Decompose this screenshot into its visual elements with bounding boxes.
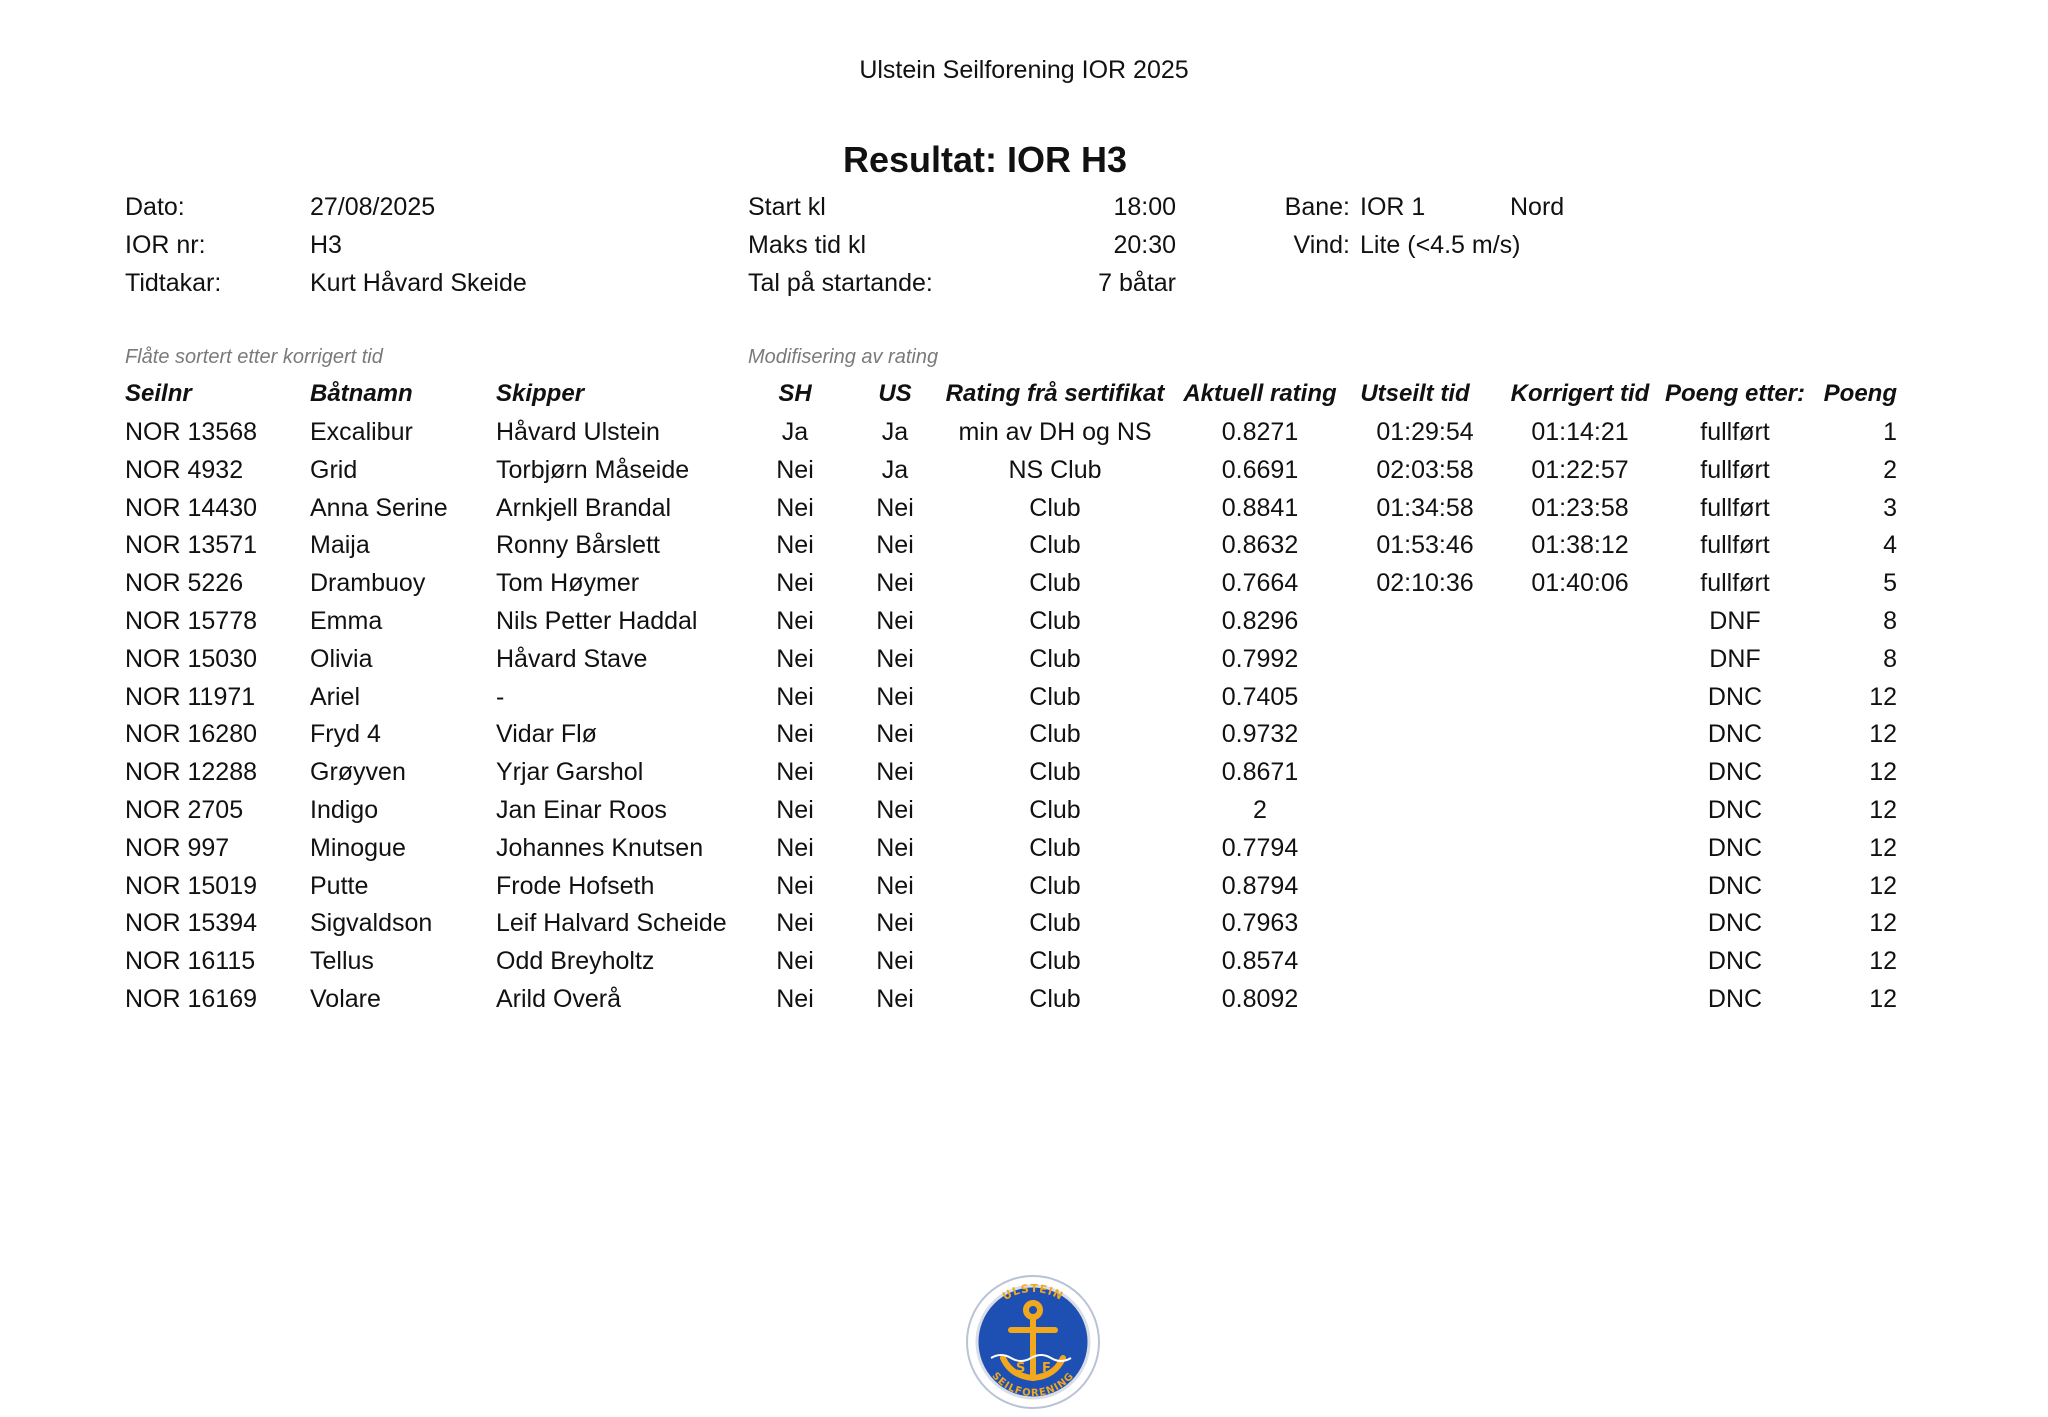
cell-sh: Nei	[776, 985, 814, 1013]
cell-sh: Nei	[776, 683, 814, 711]
cell-seilnr: NOR 997	[125, 834, 230, 862]
cell-us: Nei	[876, 834, 914, 862]
cell-us: Nei	[876, 796, 914, 824]
cell-seilnr: NOR 15394	[125, 909, 258, 937]
cell-skipper: Arild Overå	[496, 985, 622, 1013]
cell-sh: Nei	[776, 607, 814, 635]
col-poeng: Poeng	[1823, 380, 1897, 407]
cell-seilnr: NOR 15019	[125, 872, 258, 900]
cell-batnamn: Drambuoy	[310, 569, 426, 597]
cell-batnamn: Grid	[310, 456, 358, 484]
cell-us: Nei	[876, 683, 914, 711]
cell-us: Nei	[876, 607, 914, 635]
cell-aktuell-rating: 0.8671	[1221, 758, 1299, 786]
vind-label: Vind:	[1293, 231, 1350, 259]
cell-poeng-etter: DNC	[1707, 834, 1763, 862]
cell-seilnr: NOR 4932	[125, 456, 244, 484]
cell-poeng-etter: DNF	[1709, 645, 1761, 673]
cell-us: Nei	[876, 985, 914, 1013]
cell-skipper: Leif Halvard Scheide	[496, 909, 727, 937]
cell-seilnr: NOR 2705	[125, 796, 244, 824]
start-label: Start kl	[748, 193, 826, 221]
dato-value: 27/08/2025	[310, 193, 436, 221]
tidtakar-label: Tidtakar:	[125, 269, 222, 297]
cell-rating-sertifikat: Club	[1029, 985, 1081, 1013]
maks-label: Maks tid kl	[748, 231, 867, 259]
cell-rating-sertifikat: Club	[1029, 834, 1081, 862]
cell-rating-sertifikat: Club	[1029, 947, 1081, 975]
cell-rating-sertifikat: min av DH og NS	[958, 418, 1152, 446]
cell-us: Nei	[876, 872, 914, 900]
cell-poeng: 1	[1883, 418, 1897, 446]
cell-poeng: 12	[1869, 683, 1897, 711]
cell-korrigert-tid: 01:22:57	[1531, 456, 1629, 484]
cell-korrigert-tid: 01:38:12	[1531, 531, 1629, 559]
ulstein-seilforening-logo	[963, 1272, 1103, 1412]
cell-batnamn: Excalibur	[310, 418, 413, 446]
cell-skipper: -	[496, 683, 505, 711]
cell-poeng-etter: fullført	[1700, 531, 1770, 559]
cell-us: Nei	[876, 494, 914, 522]
cell-skipper: Frode Hofseth	[496, 872, 655, 900]
svg-text:ULSTEIN: ULSTEIN	[1000, 1281, 1066, 1303]
maks-value: 20:30	[1113, 231, 1176, 259]
cell-aktuell-rating: 2	[1253, 796, 1267, 824]
cell-sh: Nei	[776, 909, 814, 937]
bane-direction: Nord	[1510, 193, 1565, 221]
cell-aktuell-rating: 0.7794	[1221, 834, 1299, 862]
startande-label: Tal på startande:	[748, 269, 933, 297]
cell-rating-sertifikat: Club	[1029, 720, 1081, 748]
cell-batnamn: Putte	[310, 872, 369, 900]
cell-aktuell-rating: 0.8296	[1221, 607, 1299, 635]
cell-us: Nei	[876, 909, 914, 937]
cell-batnamn: Grøyven	[310, 758, 406, 786]
cell-rating-sertifikat: Club	[1029, 494, 1081, 522]
cell-poeng: 12	[1869, 985, 1897, 1013]
cell-skipper: Ronny Bårslett	[496, 531, 660, 559]
cell-aktuell-rating: 0.7664	[1221, 569, 1299, 597]
cell-skipper: Nils Petter Haddal	[496, 607, 698, 635]
cell-batnamn: Anna Serine	[310, 494, 448, 522]
cell-skipper: Vidar Flø	[496, 720, 597, 748]
cell-poeng-etter: DNC	[1707, 947, 1763, 975]
cell-sh: Nei	[776, 645, 814, 673]
cell-poeng: 12	[1869, 720, 1897, 748]
cell-utseilt-tid: 01:34:58	[1376, 494, 1474, 522]
cell-skipper: Yrjar Garshol	[496, 758, 644, 786]
ior-label: IOR nr:	[125, 231, 206, 259]
cell-poeng: 8	[1883, 645, 1897, 673]
cell-poeng: 5	[1883, 569, 1897, 597]
cell-us: Nei	[876, 758, 914, 786]
tidtakar-value: Kurt Håvard Skeide	[310, 269, 527, 297]
cell-aktuell-rating: 0.8574	[1221, 947, 1299, 975]
col-korrigert-tid: Korrigert tid	[1510, 380, 1650, 407]
cell-batnamn: Maija	[310, 531, 370, 559]
dato-label: Dato:	[125, 193, 185, 221]
col-us: US	[878, 380, 912, 407]
cell-utseilt-tid: 01:29:54	[1376, 418, 1474, 446]
cell-poeng-etter: fullført	[1700, 418, 1770, 446]
cell-seilnr: NOR 12288	[125, 758, 258, 786]
club-title: Ulstein Seilforening IOR 2025	[859, 56, 1189, 84]
cell-skipper: Johannes Knutsen	[496, 834, 704, 862]
cell-sh: Nei	[776, 796, 814, 824]
cell-skipper: Odd Breyholtz	[496, 947, 655, 975]
cell-seilnr: NOR 16280	[125, 720, 258, 748]
cell-poeng: 2	[1883, 456, 1897, 484]
cell-batnamn: Volare	[310, 985, 381, 1013]
cell-sh: Nei	[776, 758, 814, 786]
cell-utseilt-tid: 02:10:36	[1376, 569, 1474, 597]
cell-korrigert-tid: 01:40:06	[1531, 569, 1629, 597]
cell-sh: Nei	[776, 872, 814, 900]
cell-korrigert-tid: 01:23:58	[1531, 494, 1629, 522]
cell-aktuell-rating: 0.8271	[1221, 418, 1299, 446]
svg-text:SEILFORENING: SEILFORENING	[989, 1370, 1077, 1400]
col-poeng-etter: Poeng etter:	[1664, 380, 1805, 407]
cell-batnamn: Minogue	[310, 834, 406, 862]
cell-seilnr: NOR 11971	[125, 683, 256, 711]
cell-poeng-etter: fullført	[1700, 494, 1770, 522]
cell-poeng-etter: fullført	[1700, 569, 1770, 597]
result-title: Resultat: IOR H3	[842, 139, 1128, 180]
cell-rating-sertifikat: NS Club	[1008, 456, 1102, 484]
cell-skipper: Håvard Stave	[496, 645, 648, 673]
cell-sh: Nei	[776, 834, 814, 862]
cell-poeng: 4	[1883, 531, 1897, 559]
cell-batnamn: Sigvaldson	[310, 909, 433, 937]
cell-us: Nei	[876, 569, 914, 597]
cell-rating-sertifikat: Club	[1029, 607, 1081, 635]
cell-poeng: 12	[1869, 872, 1897, 900]
cell-batnamn: Olivia	[310, 645, 373, 673]
cell-aktuell-rating: 0.6691	[1221, 456, 1299, 484]
cell-us: Nei	[876, 720, 914, 748]
logo-monogram-s: S	[1016, 1361, 1026, 1376]
rating-mod-note: Modifisering av rating	[748, 346, 939, 368]
cell-seilnr: NOR 15030	[125, 645, 258, 673]
col-aktuell-rating: Aktuell rating	[1183, 380, 1337, 407]
cell-rating-sertifikat: Club	[1029, 531, 1081, 559]
cell-batnamn: Indigo	[310, 796, 379, 824]
bane-value: IOR 1	[1360, 193, 1426, 221]
cell-aktuell-rating: 0.8632	[1221, 531, 1299, 559]
cell-aktuell-rating: 0.8841	[1221, 494, 1299, 522]
col-sh: SH	[778, 380, 812, 407]
col-batnamn: Båtnamn	[310, 380, 413, 407]
cell-seilnr: NOR 13571	[125, 531, 258, 559]
cell-us: Nei	[876, 947, 914, 975]
cell-rating-sertifikat: Club	[1029, 758, 1081, 786]
cell-sh: Nei	[776, 494, 814, 522]
cell-aktuell-rating: 0.7992	[1221, 645, 1299, 673]
cell-sh: Nei	[776, 531, 814, 559]
cell-skipper: Arnkjell Brandal	[496, 494, 672, 522]
cell-aktuell-rating: 0.7963	[1221, 909, 1299, 937]
cell-poeng-etter: DNC	[1707, 985, 1763, 1013]
fleet-sort-note: Flåte sortert etter korrigert tid	[125, 346, 383, 368]
cell-rating-sertifikat: Club	[1029, 569, 1081, 597]
cell-sh: Nei	[776, 456, 814, 484]
cell-seilnr: NOR 15778	[125, 607, 258, 635]
cell-poeng-etter: DNC	[1707, 872, 1763, 900]
col-rating-sertifikat: Rating frå sertifikat	[945, 380, 1165, 407]
cell-poeng: 12	[1869, 796, 1897, 824]
cell-sh: Nei	[776, 720, 814, 748]
cell-poeng: 3	[1883, 494, 1897, 522]
col-seilnr: Seilnr	[125, 380, 192, 407]
cell-poeng: 12	[1869, 758, 1897, 786]
cell-rating-sertifikat: Club	[1029, 872, 1081, 900]
cell-poeng-etter: DNC	[1707, 796, 1763, 824]
cell-poeng: 12	[1869, 909, 1897, 937]
cell-poeng: 8	[1883, 607, 1897, 635]
cell-batnamn: Tellus	[310, 947, 374, 975]
cell-aktuell-rating: 0.8092	[1221, 985, 1299, 1013]
cell-batnamn: Fryd 4	[310, 720, 381, 748]
cell-poeng-etter: DNF	[1709, 607, 1761, 635]
cell-poeng-etter: DNC	[1707, 720, 1763, 748]
cell-aktuell-rating: 0.9732	[1221, 720, 1299, 748]
cell-batnamn: Ariel	[310, 683, 361, 711]
cell-us: Ja	[881, 418, 909, 446]
cell-us: Ja	[881, 456, 909, 484]
cell-korrigert-tid: 01:14:21	[1531, 418, 1629, 446]
cell-utseilt-tid: 01:53:46	[1376, 531, 1474, 559]
cell-poeng-etter: DNC	[1707, 683, 1763, 711]
cell-poeng-etter: DNC	[1707, 758, 1763, 786]
cell-poeng-etter: DNC	[1707, 909, 1763, 937]
cell-seilnr: NOR 5226	[125, 569, 244, 597]
cell-poeng: 12	[1869, 947, 1897, 975]
cell-seilnr: NOR 13568	[125, 418, 258, 446]
cell-rating-sertifikat: Club	[1029, 645, 1081, 673]
logo-monogram-f: F	[1042, 1361, 1051, 1376]
cell-poeng: 12	[1869, 834, 1897, 862]
col-skipper: Skipper	[496, 380, 585, 407]
cell-skipper: Håvard Ulstein	[496, 418, 660, 446]
col-utseilt-tid: Utseilt tid	[1360, 380, 1470, 407]
startande-value: 7 båtar	[1098, 269, 1176, 297]
cell-aktuell-rating: 0.7405	[1221, 683, 1299, 711]
cell-sh: Nei	[776, 947, 814, 975]
cell-skipper: Torbjørn Måseide	[496, 456, 690, 484]
vind-value: Lite (<4.5 m/s)	[1360, 231, 1521, 259]
cell-aktuell-rating: 0.8794	[1221, 872, 1299, 900]
start-value: 18:00	[1113, 193, 1176, 221]
cell-skipper: Jan Einar Roos	[496, 796, 667, 824]
cell-sh: Ja	[781, 418, 809, 446]
cell-seilnr: NOR 14430	[125, 494, 258, 522]
cell-us: Nei	[876, 531, 914, 559]
cell-seilnr: NOR 16169	[125, 985, 258, 1013]
cell-us: Nei	[876, 645, 914, 673]
cell-skipper: Tom Høymer	[496, 569, 640, 597]
cell-rating-sertifikat: Club	[1029, 909, 1081, 937]
cell-rating-sertifikat: Club	[1029, 796, 1081, 824]
cell-rating-sertifikat: Club	[1029, 683, 1081, 711]
cell-sh: Nei	[776, 569, 814, 597]
cell-utseilt-tid: 02:03:58	[1376, 456, 1474, 484]
ior-value: H3	[310, 231, 342, 259]
bane-label: Bane:	[1284, 193, 1350, 221]
cell-poeng-etter: fullført	[1700, 456, 1770, 484]
cell-seilnr: NOR 16115	[125, 947, 256, 975]
cell-batnamn: Emma	[310, 607, 383, 635]
